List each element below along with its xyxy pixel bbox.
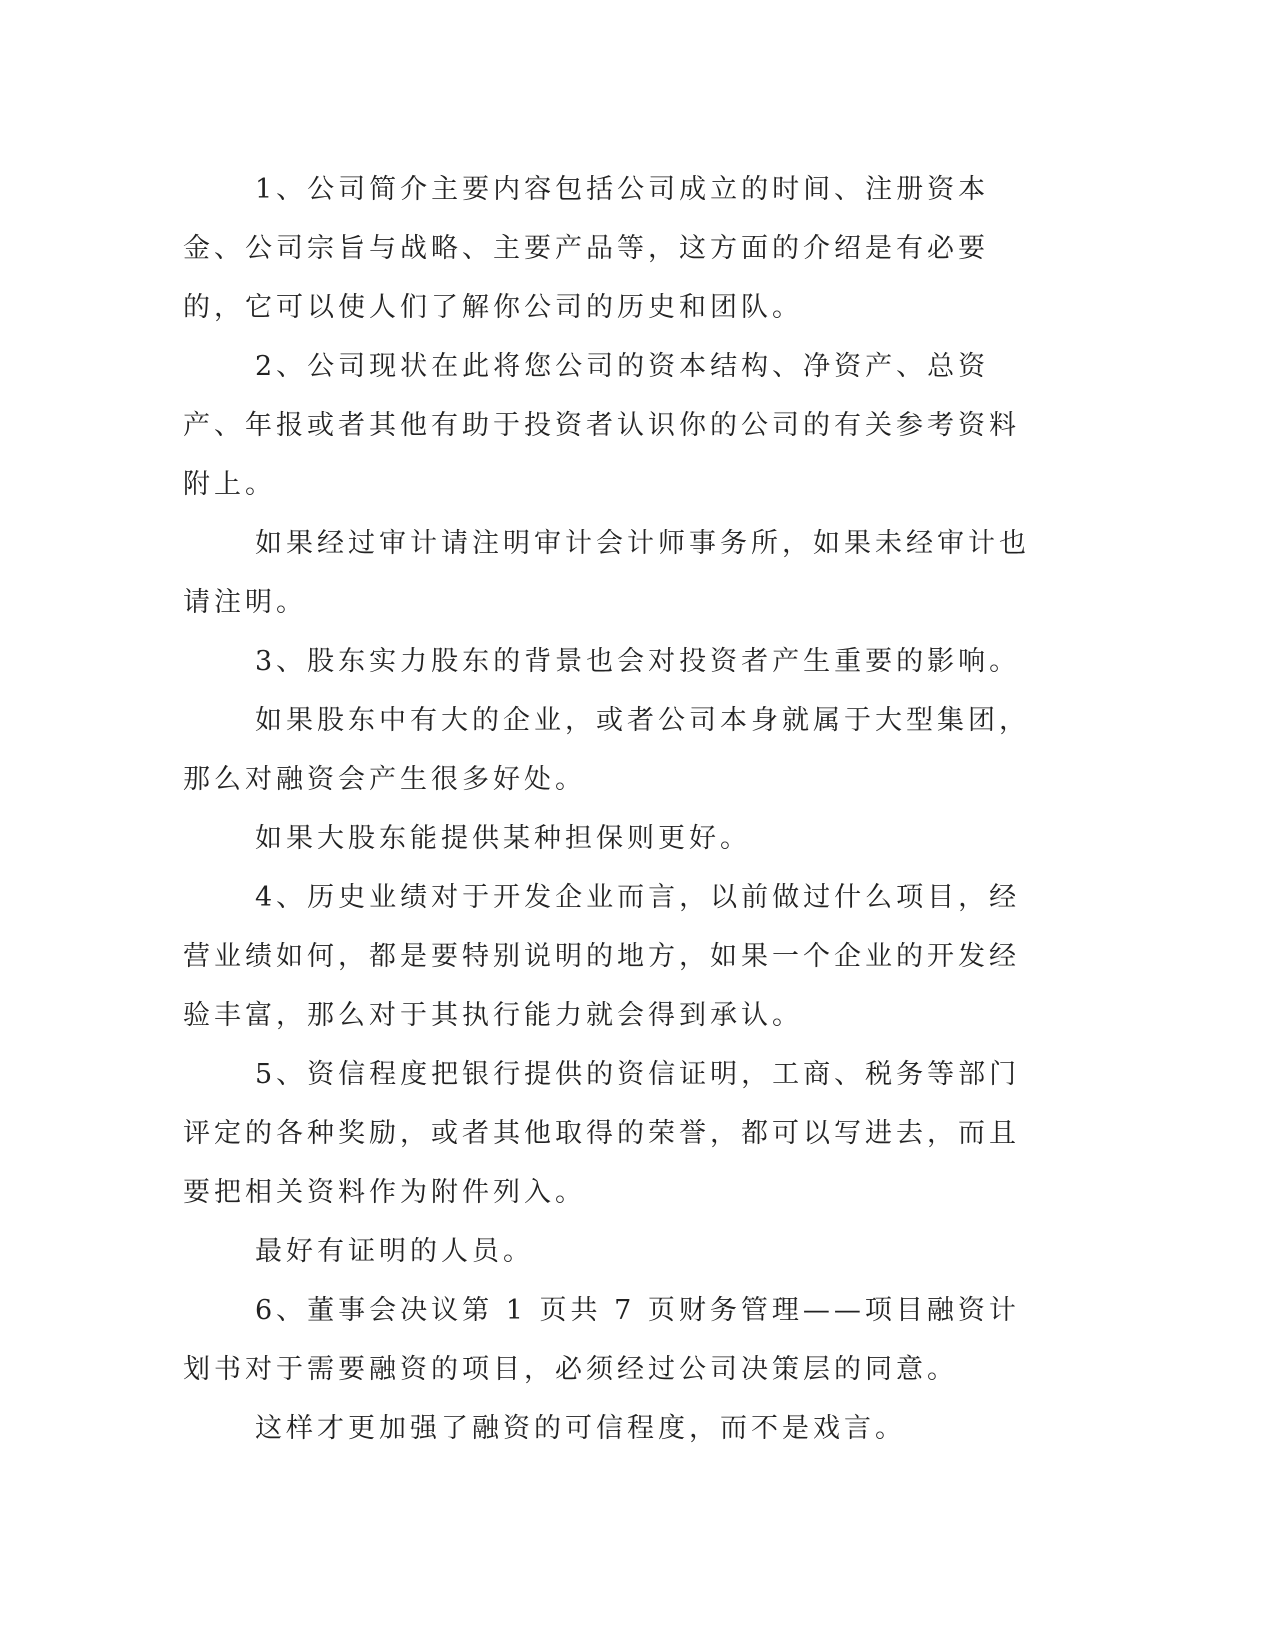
paragraph-audit-note: 如果经过审计请注明审计会计师事务所，如果未经审计也请注明。 — [183, 528, 1030, 618]
paragraph-certified-personnel: 最好有证明的人员。 — [255, 1236, 534, 1267]
paragraph-guarantee: 如果大股东能提供某种担保则更好。 — [255, 823, 751, 854]
paragraph-large-shareholder: 如果股东中有大的企业，或者公司本身就属于大型集团，那么对融资会产生很多好处。 — [183, 705, 1030, 795]
paragraph-credibility: 这样才更加强了融资的可信程度，而不是戏言。 — [255, 1413, 906, 1444]
paragraph-company-profile: 1、公司简介主要内容包括公司成立的时间、注册资本金、公司宗旨与战略、主要产品等，这方面的介绍是有必要的，它可以使人们了解你公司的历史和团队。 — [183, 174, 990, 323]
paragraph-board-resolution: 6、董事会决议第 1 页共 7 页财务管理——项目融资计划书对于需要融资的项目，必须经过公司决策层的同意。 — [183, 1295, 1020, 1385]
paragraph-credit-standing: 5、资信程度把银行提供的资信证明，工商、税务等部门评定的各种奖励，或者其他取得的荣誉，都可以写进去，而且要把相关资料作为附件列入。 — [183, 1059, 1021, 1208]
paragraph-company-status: 2、公司现状在此将您公司的资本结构、净资产、总资产、年报或者其他有助于投资者认识你的公司的有关参考资料附上。 — [183, 351, 1020, 500]
paragraph-historical-performance: 4、历史业绩对于开发企业而言，以前做过什么项目，经营业绩如何，都是要特别说明的地方，如果一个企业的开发经验丰富，那么对于其执行能力就会得到承认。 — [183, 882, 1021, 1031]
paragraph-shareholder-strength: 3、股东实力股东的背景也会对投资者产生重要的影响。 — [255, 646, 1021, 677]
